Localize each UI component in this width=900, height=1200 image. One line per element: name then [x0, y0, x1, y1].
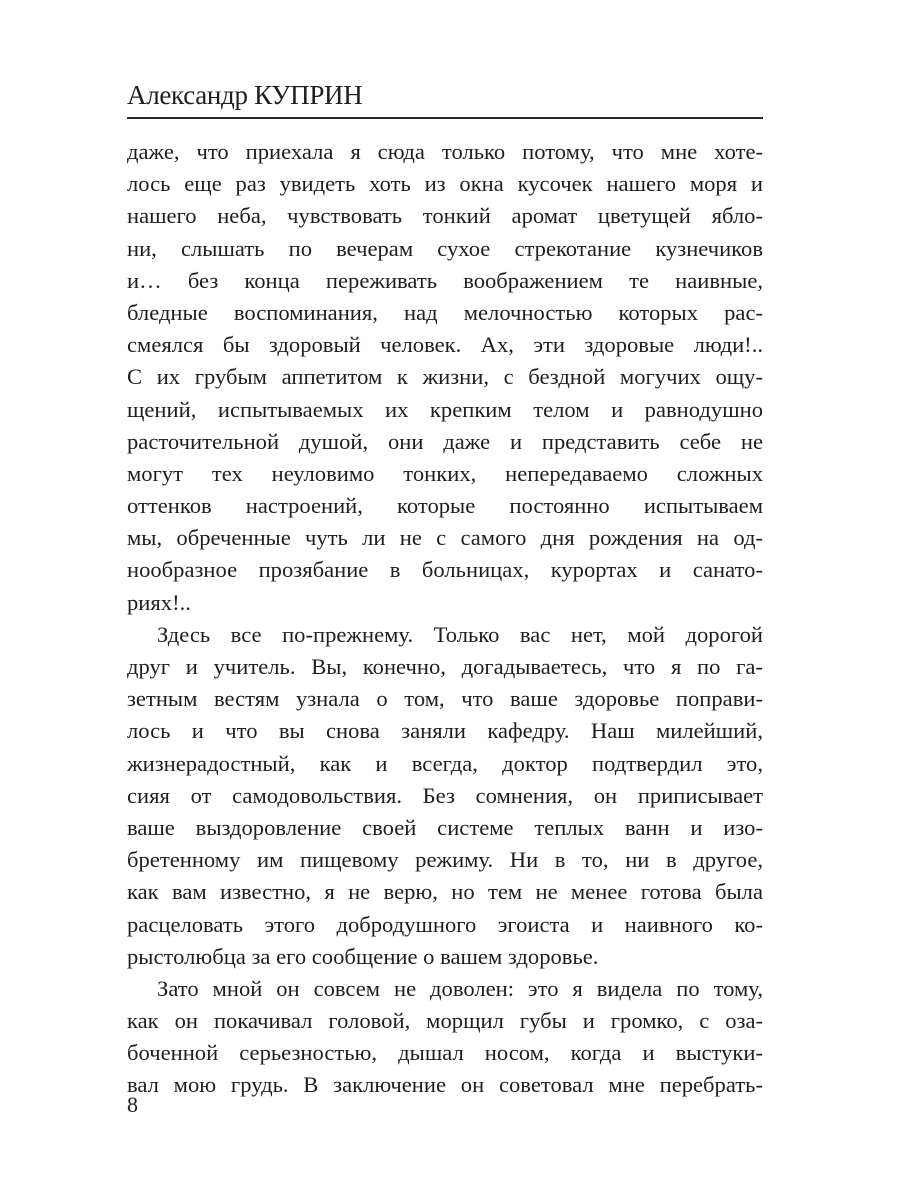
- text-line: бледные воспоминания, над мелочностью которых рас-: [127, 299, 763, 325]
- page-number: 8: [127, 1092, 138, 1117]
- text-line: рыстолюбца за его сообщение о вашем здоровье.: [127, 943, 599, 969]
- text-line: лось и что вы снова заняли кафедру. Наш милейший,: [127, 718, 763, 744]
- header-rule: [127, 117, 763, 119]
- paragraph: [127, 136, 763, 619]
- text-line: смеялся бы здоровый человек. Ах, эти здоровые люди!..: [127, 332, 763, 358]
- text-line: могут тех неуловимо тонких, непередаваемо сложных: [127, 460, 763, 486]
- text-line: С их грубым аппетитом к жизни, с бездной могучих ощу-: [127, 364, 763, 390]
- text-line: риях!..: [127, 589, 191, 615]
- text-line: жизнерадостный, как и всегда, доктор подтвердил это,: [127, 750, 763, 776]
- text-line: щений, испытываемых их крепким телом и равнодушно: [127, 396, 763, 422]
- text-line: нообразное прозябание в больницах, курортах и санато-: [127, 557, 763, 583]
- text-line: бретенному им пищевому режиму. Ни в то, ни в другое,: [127, 847, 763, 873]
- text-line: оттенков настроений, которые постоянно испытываем: [127, 493, 763, 519]
- text-line: Здесь все по-прежнему. Только вас нет, мой дорогой: [157, 621, 763, 647]
- text-line: вал мою грудь. В заключение он советовал мне перебрать-: [127, 1072, 763, 1098]
- paragraph: [127, 973, 763, 1102]
- text-line: даже, что приехала я сюда только потому, что мне хоте-: [127, 139, 763, 164]
- text-line: как вам известно, я не верю, но тем не менее готова была: [127, 879, 763, 905]
- text-line: расцеловать этого добродушного эгоиста и наивного ко-: [127, 911, 763, 937]
- text-line: и… без конца переживать воображением те наивные,: [127, 267, 763, 293]
- text-line: как он покачивал головой, морщил губы и громко, с оза-: [127, 1008, 763, 1034]
- text-line: зетным вестям узнала о том, что ваше здоровье поправи-: [127, 686, 763, 712]
- paragraph: [127, 619, 763, 973]
- text-line: нашего неба, чувствовать тонкий аромат цветущей ябло-: [127, 203, 763, 229]
- text-line: расточительной душой, они даже и представить себе не: [127, 428, 763, 454]
- text-line: сияя от самодовольствия. Без сомнения, он приписывает: [127, 782, 763, 808]
- text-line: Зато мной он совсем не доволен: это я видела по тому,: [157, 975, 763, 1001]
- body-text: [127, 136, 763, 1102]
- text-line: ни, слышать по вечерам сухое стрекотание кузнечиков: [127, 235, 763, 261]
- text-line: боченной серьезностью, дышал носом, когда и выстуки-: [127, 1040, 763, 1066]
- text-line: лось еще раз увидеть хоть из окна кусочек нашего моря и: [127, 171, 763, 197]
- text-line: друг и учитель. Вы, конечно, догадываетесь, что я по га-: [127, 654, 763, 679]
- text-line: мы, обреченные чуть ли не с самого дня рождения на од-: [127, 525, 763, 551]
- running-head: Александр КУПРИН: [127, 80, 363, 110]
- text-line: ваше выздоровление своей системе теплых ванн и изо-: [127, 814, 763, 840]
